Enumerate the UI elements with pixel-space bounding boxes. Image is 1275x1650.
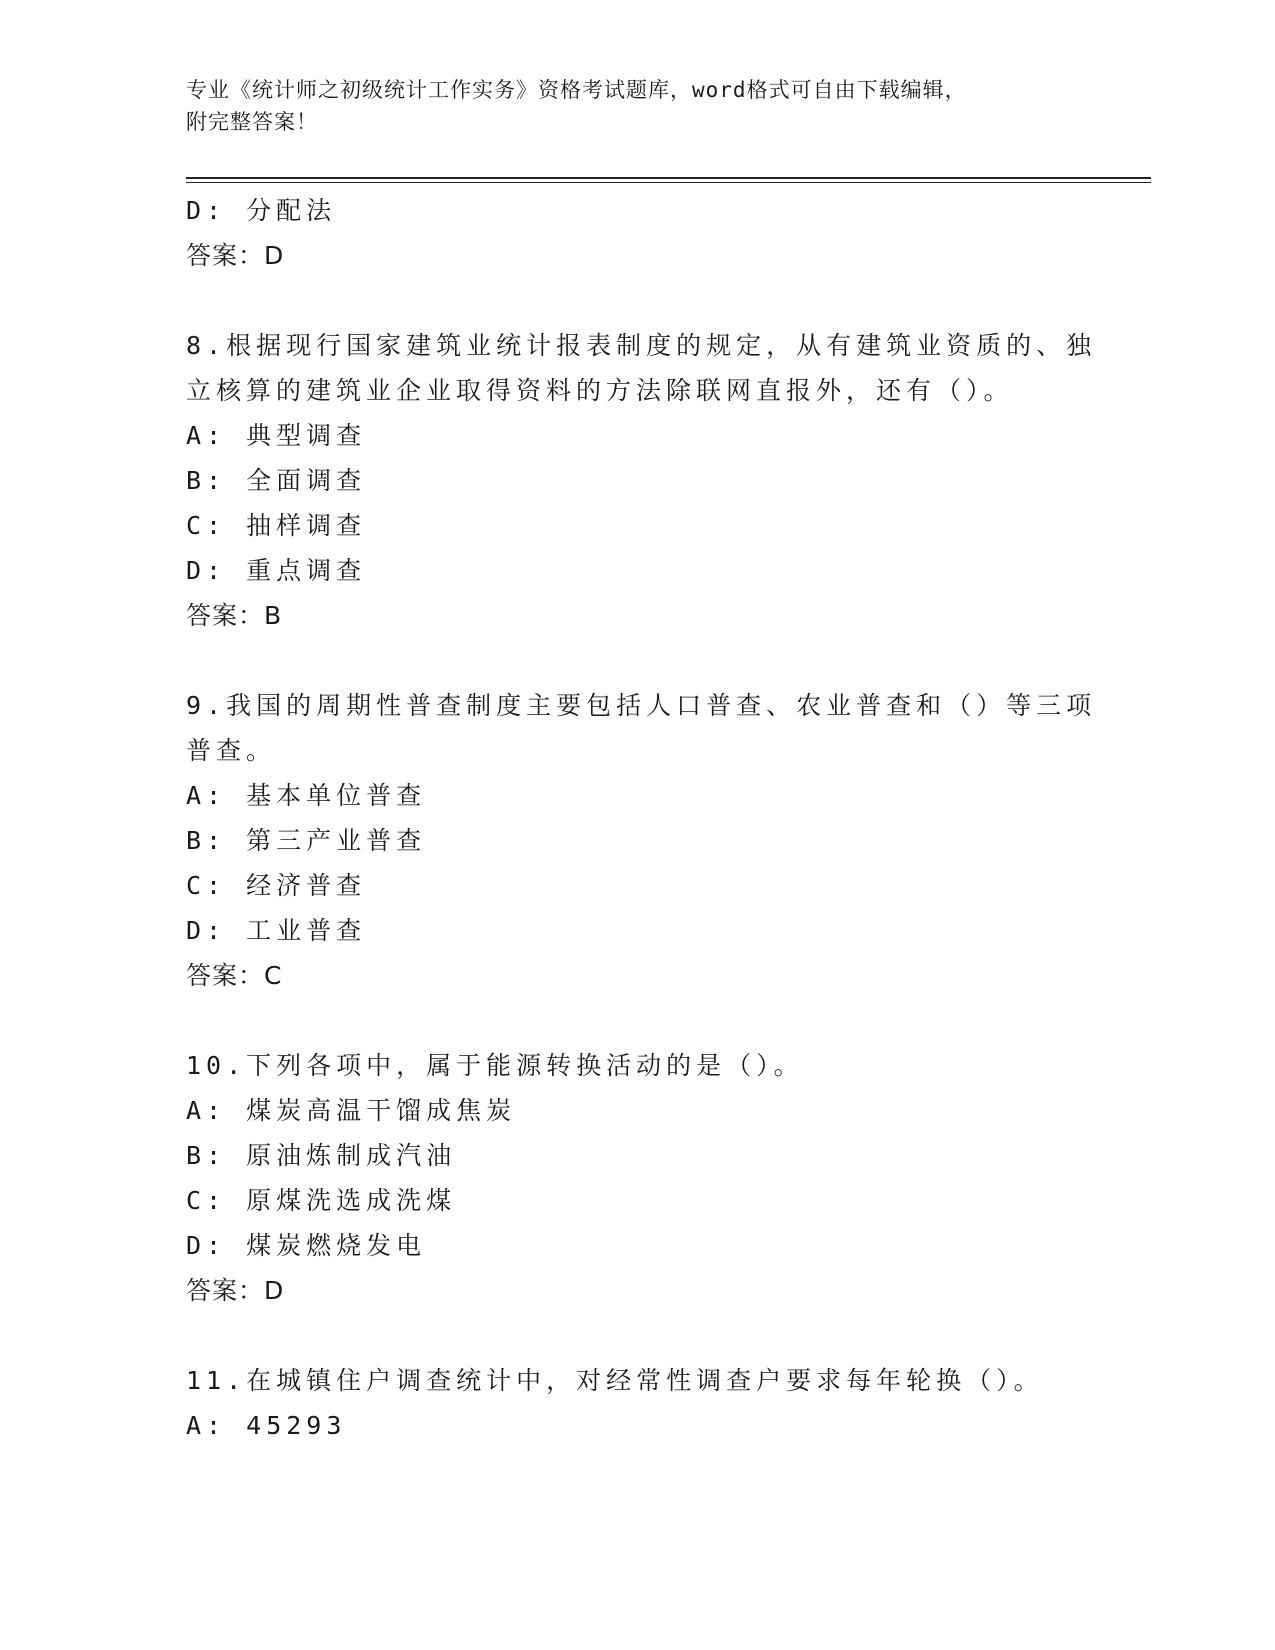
option-line: C: 原煤洗选成洗煤 — [186, 1186, 457, 1215]
option-line: D: 工业普查 — [186, 916, 367, 945]
option-line: A: 基本单位普查 — [186, 781, 427, 810]
answer-line: 答案：D — [186, 1276, 285, 1305]
option-line: A: 45293 — [186, 1411, 347, 1440]
option-line: D: 煤炭燃烧发电 — [186, 1231, 427, 1260]
option-line: C: 抽样调查 — [186, 511, 367, 540]
header-rule-thin — [186, 182, 1151, 183]
option-line: B: 全面调查 — [186, 466, 367, 495]
question-text: 11.在城镇住户调查统计中，对经常性调查户要求每年轮换（）。 — [186, 1366, 1044, 1395]
question-text: 立核算的建筑业企业取得资料的方法除联网直报外，还有（）。 — [186, 376, 1014, 405]
question-text: 普查。 — [186, 736, 277, 765]
option-line: A: 煤炭高温干馏成焦炭 — [186, 1096, 517, 1125]
option-line: D: 重点调查 — [186, 556, 367, 585]
question-text: 9.我国的周期性普查制度主要包括人口普查、农业普查和（）等三项 — [186, 691, 1097, 720]
header-rule-thick — [186, 177, 1151, 179]
answer-line: 答案：B — [186, 601, 283, 630]
answer-line: 答案：C — [186, 961, 283, 990]
question-text: 10.下列各项中，属于能源转换活动的是（）。 — [186, 1051, 804, 1080]
option-line: B: 原油炼制成汽油 — [186, 1141, 457, 1170]
option-line: A: 典型调查 — [186, 421, 367, 450]
option-line: D: 分配法 — [186, 196, 337, 225]
question-text: 8.根据现行国家建筑业统计报表制度的规定，从有建筑业资质的、独 — [186, 331, 1097, 360]
document-header: 专业《统计师之初级统计工作实务》资格考试题库，word格式可自由下载编辑， 附完整答案！ — [186, 78, 967, 134]
option-line: C: 经济普查 — [186, 871, 367, 900]
answer-line: 答案：D — [186, 241, 285, 270]
option-line: B: 第三产业普查 — [186, 826, 427, 855]
